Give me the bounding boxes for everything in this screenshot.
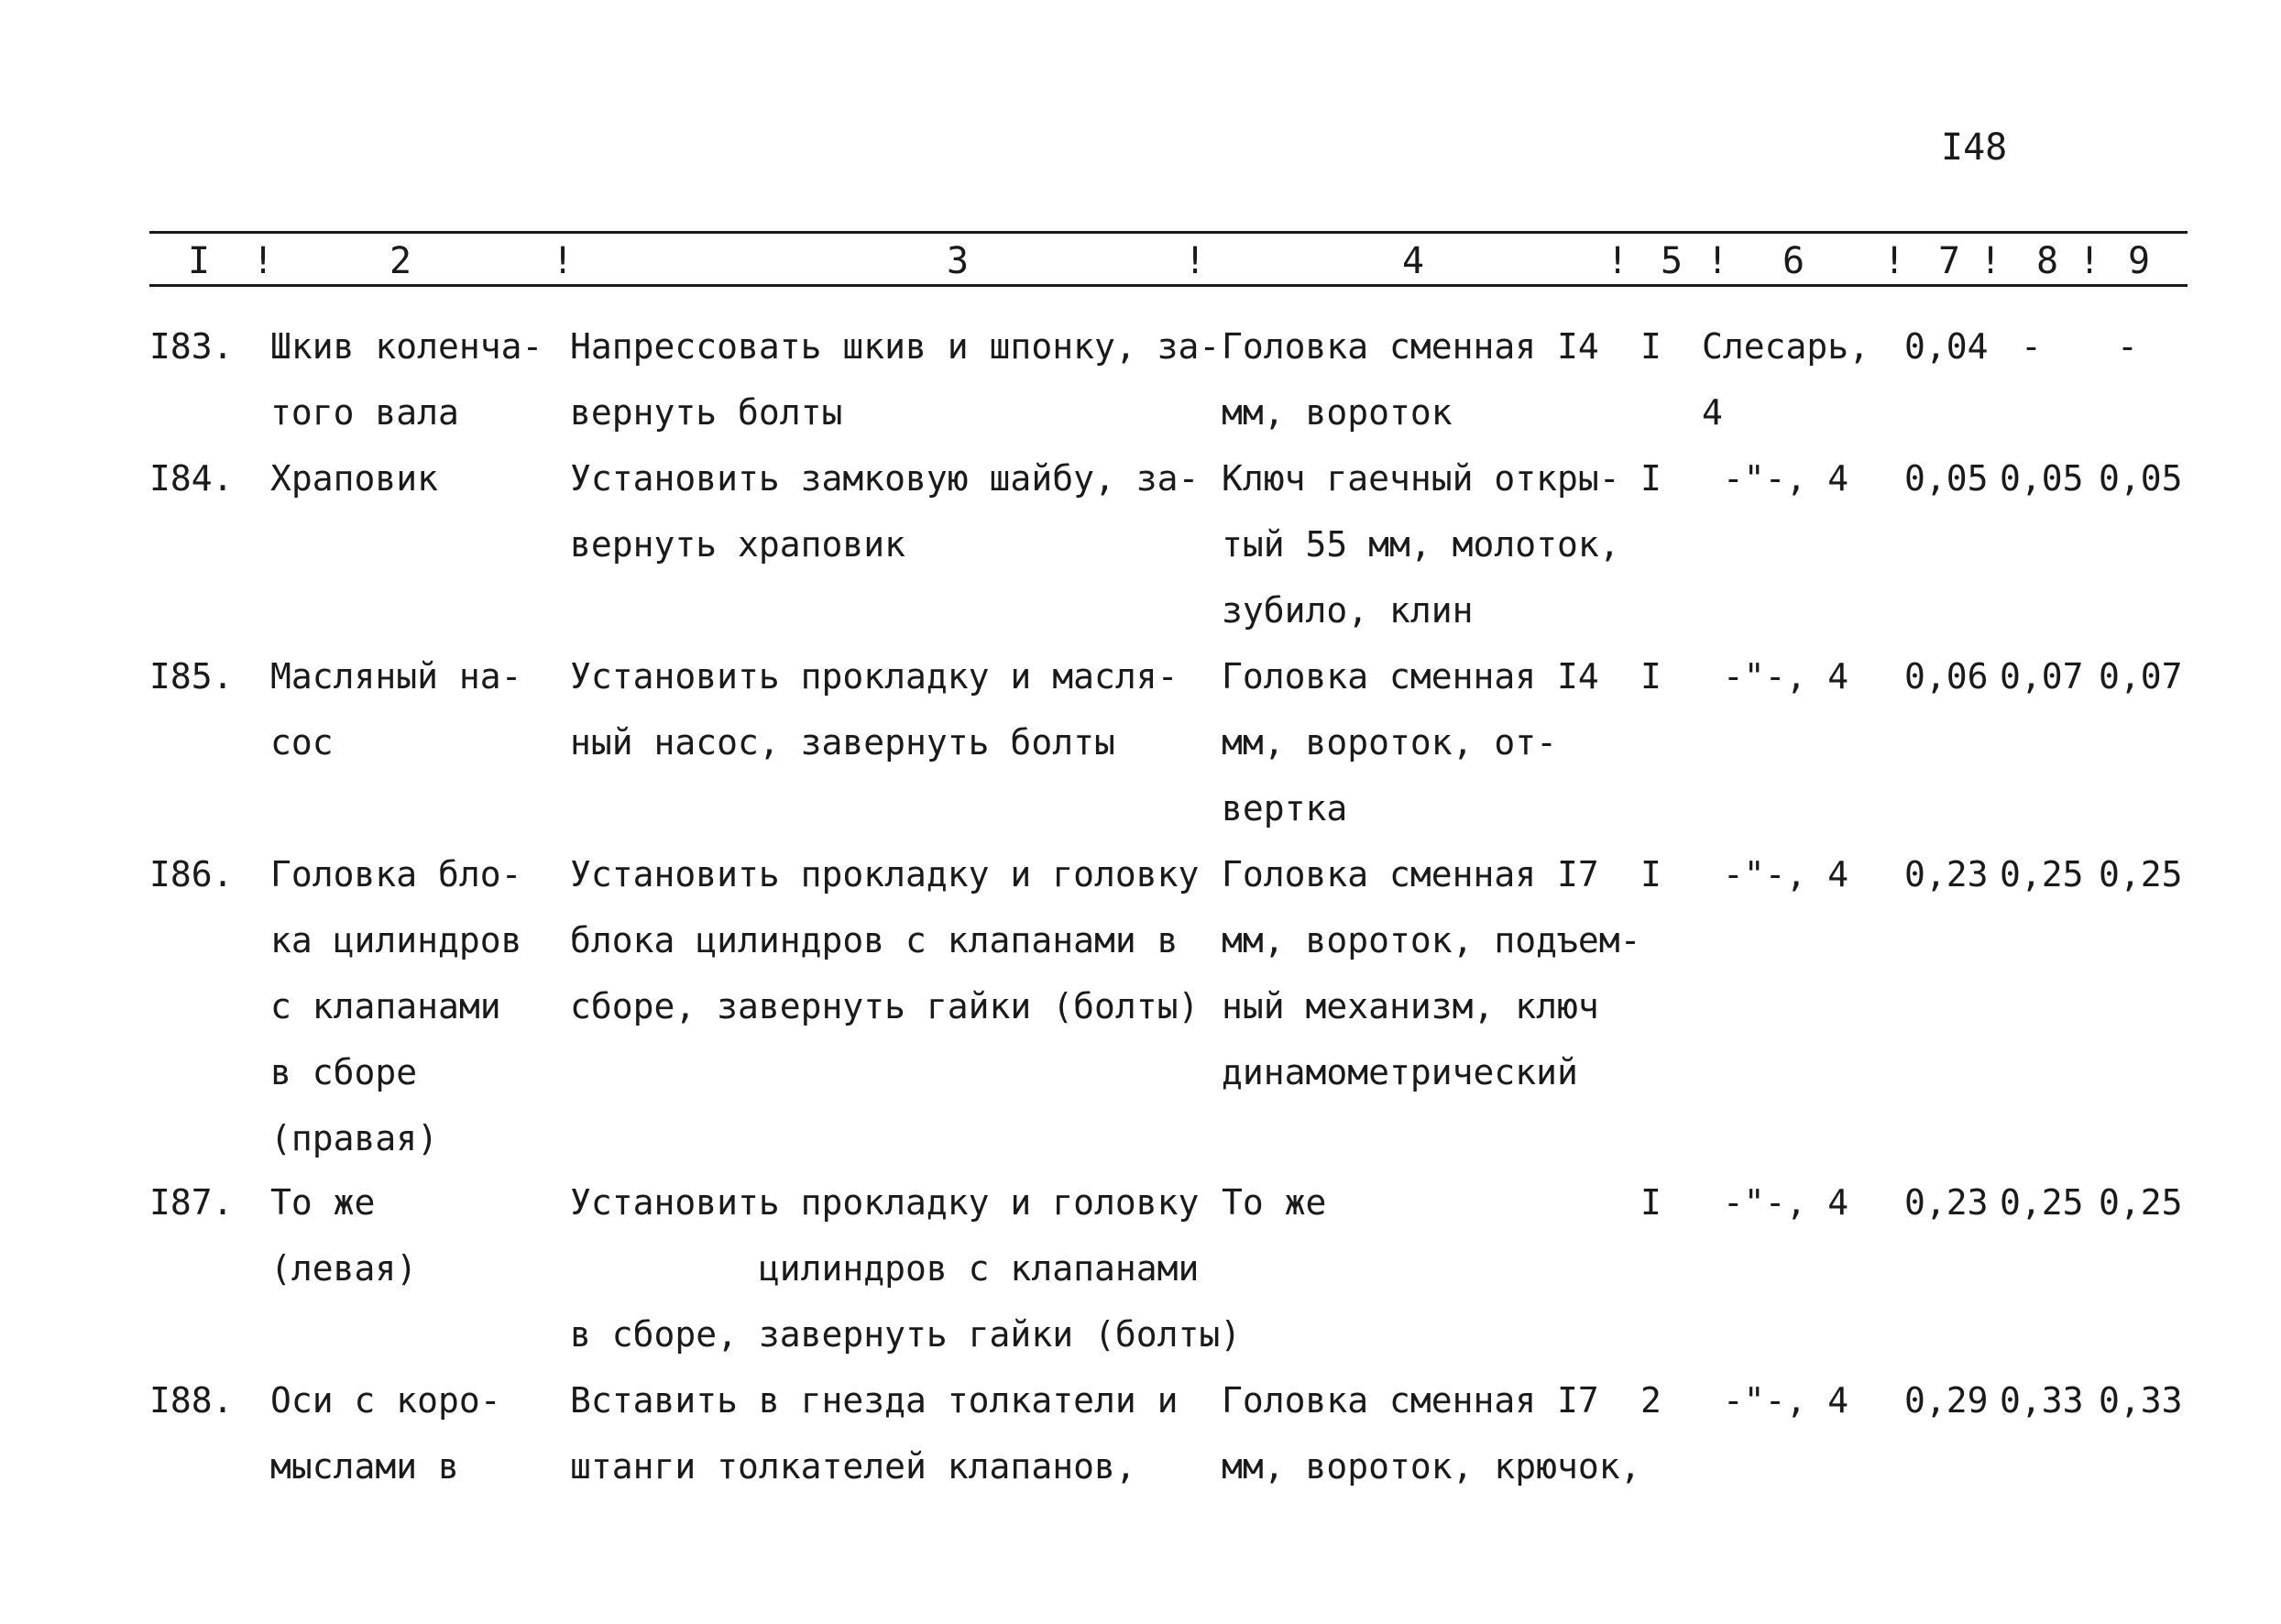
header-col-4: 4 bbox=[1402, 240, 1425, 282]
header-rule-bottom bbox=[149, 284, 2188, 287]
part-name: Масляный на- сос bbox=[270, 656, 522, 763]
worker: -"-, 4 bbox=[1702, 1182, 1849, 1223]
header-col-8: 8 bbox=[2036, 240, 2059, 282]
row-number: I84. bbox=[149, 458, 234, 499]
col-9-value: 0,25 bbox=[2099, 1182, 2183, 1223]
col-7-value: 0,04 bbox=[1904, 326, 1989, 367]
header-col-9: 9 bbox=[2128, 240, 2151, 282]
col-7-value: 0,05 bbox=[1904, 458, 1989, 499]
col-5-value: I bbox=[1640, 656, 1661, 697]
header-sep-2: ! bbox=[552, 240, 575, 282]
header-col-2: 2 bbox=[389, 240, 412, 282]
col-7-value: 0,23 bbox=[1904, 854, 1989, 894]
row-number: I87. bbox=[149, 1182, 234, 1223]
header-sep-8: ! bbox=[2078, 240, 2101, 282]
col-8-value: 0,25 bbox=[2000, 1182, 2084, 1223]
operation: Установить замковую шайбу, за- вернуть храповик bbox=[570, 458, 1200, 565]
row-number: I85. bbox=[149, 656, 234, 697]
operation: Вставить в гнезда толкатели и штанги толкателей клапанов, bbox=[570, 1380, 1179, 1487]
col-5-value: I bbox=[1640, 1182, 1661, 1223]
header-sep-3: ! bbox=[1184, 240, 1207, 282]
part-name: То же (левая) bbox=[270, 1182, 418, 1289]
col-9-value: 0,25 bbox=[2099, 854, 2183, 894]
col-5-value: 2 bbox=[1640, 1380, 1661, 1421]
part-name: Шкив коленча- того вала bbox=[270, 326, 543, 433]
header-col-1: I bbox=[188, 240, 211, 282]
tools: То же bbox=[1222, 1182, 1327, 1223]
col-5-value: I bbox=[1640, 458, 1661, 499]
worker: -"-, 4 bbox=[1702, 656, 1849, 697]
col-7-value: 0,06 bbox=[1904, 656, 1989, 697]
worker: -"-, 4 bbox=[1702, 854, 1849, 894]
worker: -"-, 4 bbox=[1702, 458, 1849, 499]
col-9-value: 0,05 bbox=[2099, 458, 2183, 499]
part-name: Оси с коро- мыслами в bbox=[270, 1380, 501, 1487]
col-8-value: 0,05 bbox=[2000, 458, 2084, 499]
col-9-value: 0,07 bbox=[2099, 656, 2183, 697]
operation: Установить прокладку и головку цилиндров с клапанами в сборе, завернуть гайки (болты) bbox=[570, 1182, 1242, 1355]
col-9-value: - bbox=[2117, 326, 2138, 367]
header-sep-1: ! bbox=[252, 240, 275, 282]
col-5-value: I bbox=[1640, 326, 1661, 367]
header-col-5: 5 bbox=[1661, 240, 1683, 282]
header-col-6: 6 bbox=[1782, 240, 1805, 282]
col-8-value: - bbox=[2021, 326, 2042, 367]
col-9-value: 0,33 bbox=[2099, 1380, 2183, 1421]
part-name: Храповик bbox=[270, 458, 439, 499]
header-sep-5: ! bbox=[1706, 240, 1729, 282]
col-7-value: 0,29 bbox=[1904, 1380, 1989, 1421]
tools: Головка сменная I4 мм, вороток, от- вертка bbox=[1222, 656, 1599, 828]
col-8-value: 0,25 bbox=[2000, 854, 2084, 894]
row-number: I83. bbox=[149, 326, 234, 367]
header-sep-4: ! bbox=[1607, 240, 1629, 282]
worker: Слесарь, 4 bbox=[1702, 326, 1870, 433]
tools: Ключ гаечный откры- тый 55 мм, молоток, зубило, клин bbox=[1222, 458, 1620, 631]
col-8-value: 0,33 bbox=[2000, 1380, 2084, 1421]
tools: Головка сменная I7 мм, вороток, подъем- ный механизм, ключ динамометрический bbox=[1222, 854, 1641, 1092]
operation: Напрессовать шкив и шпонку, за- вернуть болты bbox=[570, 326, 1221, 433]
row-number: I86. bbox=[149, 854, 234, 894]
worker: -"-, 4 bbox=[1702, 1380, 1849, 1421]
header-sep-6: ! bbox=[1883, 240, 1906, 282]
col-8-value: 0,07 bbox=[2000, 656, 2084, 697]
col-7-value: 0,23 bbox=[1904, 1182, 1989, 1223]
tools: Головка сменная I4 мм, вороток bbox=[1222, 326, 1599, 433]
row-number: I88. bbox=[149, 1380, 234, 1421]
tools: Головка сменная I7 мм, вороток, крючок, bbox=[1222, 1380, 1641, 1487]
part-name: Головка бло- ка цилиндров с клапанами в сборе (правая) bbox=[270, 854, 522, 1158]
operation: Установить прокладку и масля- ный насос, завернуть болты bbox=[570, 656, 1179, 763]
header-sep-7: ! bbox=[1979, 240, 2002, 282]
page-number: I48 bbox=[1941, 126, 2008, 169]
header-rule-top bbox=[149, 231, 2188, 234]
header-col-7: 7 bbox=[1938, 240, 1961, 282]
header-col-3: 3 bbox=[947, 240, 970, 282]
col-5-value: I bbox=[1640, 854, 1661, 894]
operation: Установить прокладку и головку блока цилиндров с клапанами в сборе, завернуть гайки (болты) bbox=[570, 854, 1200, 1026]
